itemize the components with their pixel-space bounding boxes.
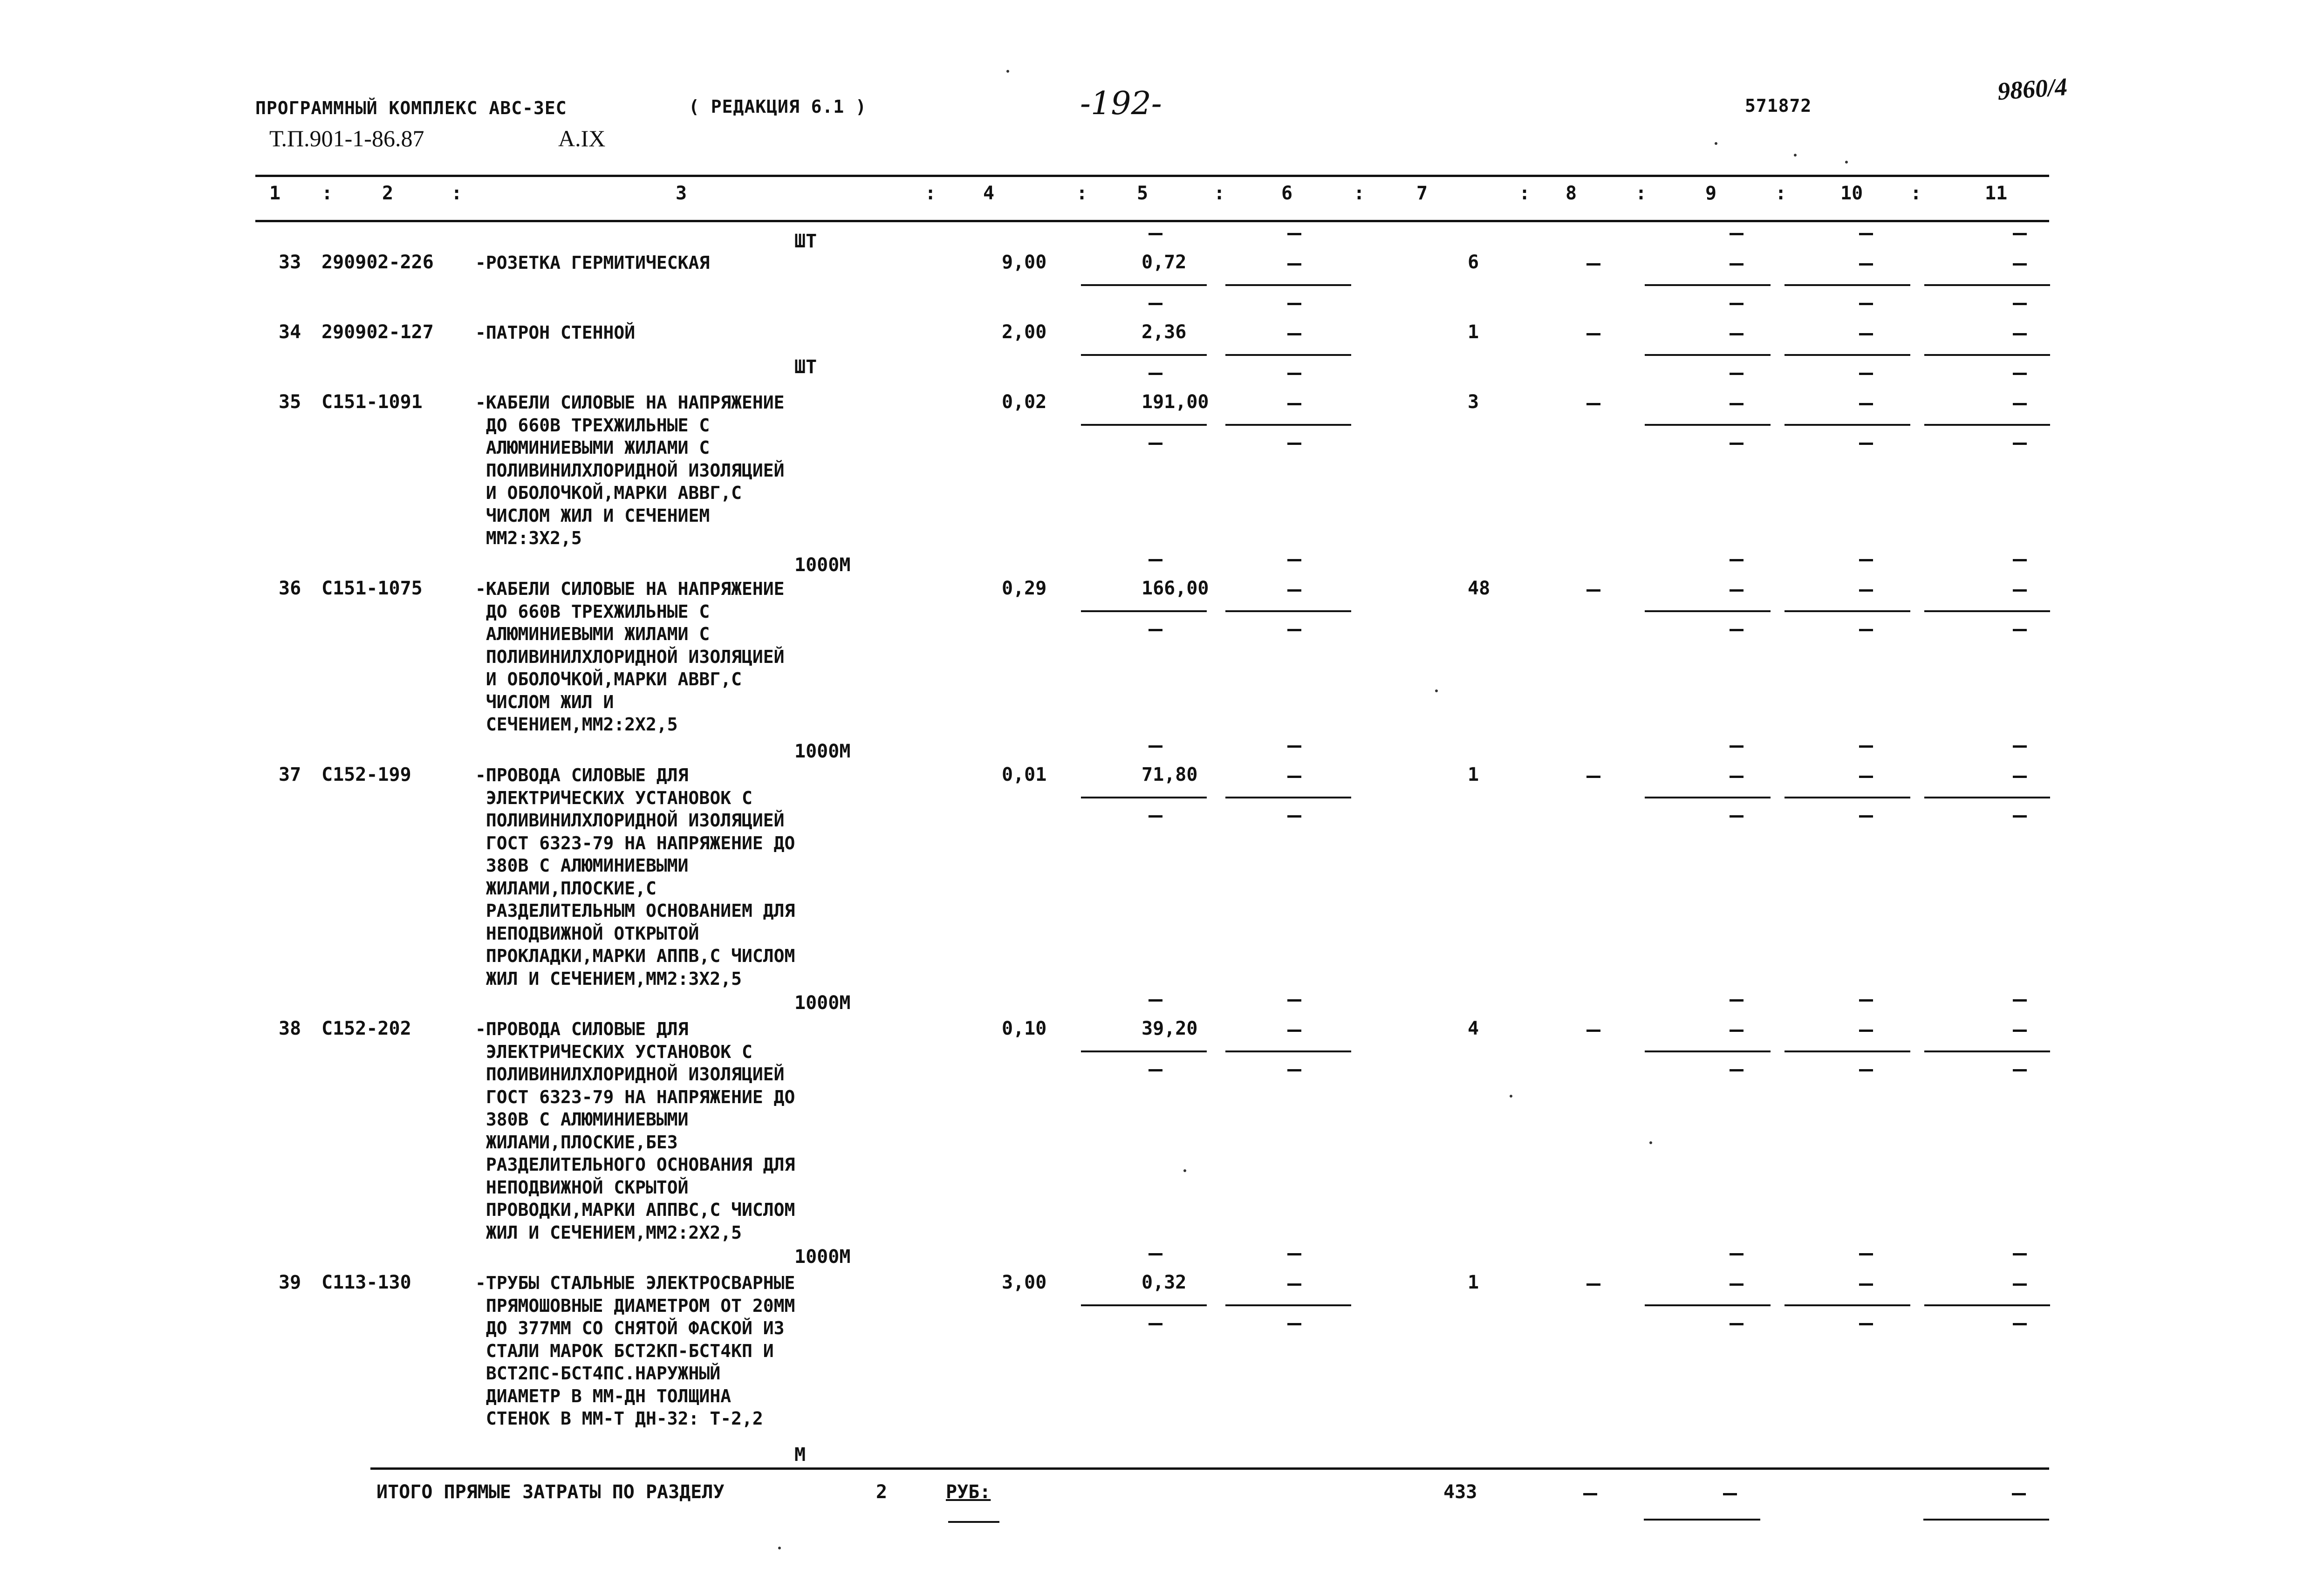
- row-subdash-11: [2013, 1069, 2027, 1071]
- row-underline-10: [1785, 797, 1910, 798]
- row-topdash-10: [1859, 303, 1873, 305]
- row-subdash-6: [1287, 629, 1301, 631]
- total-section: 2: [876, 1481, 888, 1503]
- row-col4: 9,00: [1002, 252, 1047, 273]
- row-underline-10: [1785, 610, 1910, 612]
- row-underline-10: [1785, 354, 1910, 356]
- row-dash-6: [1287, 403, 1301, 405]
- row-col5: 191,00: [1142, 391, 1209, 413]
- scan-speck: [1006, 70, 1009, 73]
- row-col4: 0,01: [1002, 764, 1047, 785]
- row-subdash-5: [1149, 443, 1162, 445]
- row-subdash-10: [1859, 443, 1873, 445]
- row-col4: 2,00: [1002, 321, 1047, 343]
- row-col4: 3,00: [1002, 1272, 1047, 1293]
- row-underline-9: [1645, 797, 1771, 798]
- column-separator: :: [1214, 183, 1225, 204]
- row-subdash-9: [1730, 629, 1744, 631]
- column-separator: :: [1076, 183, 1088, 204]
- row-dash-8: [1586, 403, 1600, 405]
- row-dash-11: [2013, 263, 2027, 266]
- row-subdash-6: [1287, 1323, 1301, 1325]
- row-col4: 0,10: [1002, 1018, 1047, 1039]
- scan-speck: [1435, 689, 1438, 692]
- row-dash-9: [1730, 589, 1744, 592]
- total-dash-8: [1583, 1493, 1597, 1495]
- scan-speck: [1649, 1141, 1652, 1144]
- row-subdash-10: [1859, 1323, 1873, 1325]
- row-topdash-9: [1730, 303, 1744, 305]
- row-subdash-5: [1149, 1323, 1162, 1325]
- row-code: С113-130: [321, 1272, 411, 1293]
- row-col7: 1: [1468, 321, 1479, 343]
- row-underline-5: [1081, 1304, 1207, 1306]
- row-topdash-10: [1859, 559, 1873, 561]
- row-number: 35: [279, 391, 301, 413]
- row-dash-6: [1287, 333, 1301, 335]
- row-underline-5: [1081, 284, 1207, 286]
- row-dash-10: [1859, 776, 1873, 778]
- row-underline-9: [1645, 284, 1771, 286]
- row-topdash-6: [1287, 373, 1301, 375]
- row-underline-9: [1645, 1050, 1771, 1052]
- row-underline-5: [1081, 1050, 1207, 1052]
- row-underline-10: [1785, 1304, 1910, 1306]
- row-description: -КАБЕЛИ СИЛОВЫЕ НА НАПРЯЖЕНИЕ ДО 660В ТРЕХЖИЛЬНЫЕ С АЛЮМИНИЕВЫМИ ЖИЛАМИ С ПОЛИВИНИЛХЛОРИДНОЙ ИЗОЛЯЦИЕЙ И ОБОЛОЧКОЙ,МАРКИ АВВГ,С ЧИСЛОМ ЖИЛ И СЕЧЕНИЕМ ММ2:3Х2,5: [475, 392, 785, 548]
- column-separator: :: [1635, 183, 1647, 204]
- row-dash-8: [1586, 263, 1600, 266]
- scan-speck: [1845, 161, 1848, 164]
- row-description: -ТРУБЫ СТАЛЬНЫЕ ЭЛЕКТРОСВАРНЫЕ ПРЯМОШОВНЫЕ ДИАМЕТРОМ ОТ 20ММ ДО 377ММ СО СНЯТОЙ ФАСКОЙ ИЗ СТАЛИ МАРОК БСТ2КП-БСТ4КП И ВСТ2ПС-БСТ4ПС.НАРУЖНЫЙ ДИАМЕТР В ММ-ДН ТОЛЩИНА СТЕНОК В ММ-Т ДН-32: Т-2,2: [475, 1273, 795, 1429]
- total-underline-9: [1644, 1519, 1760, 1521]
- row-underline-11: [1924, 610, 2050, 612]
- row-dash-10: [1859, 1030, 1873, 1032]
- row-description: -ПАТРОН СТЕННОЙ: [475, 322, 636, 343]
- row-topdash-11: [2013, 303, 2027, 305]
- column-header-9: 9: [1705, 183, 1717, 204]
- row-topdash-9: [1730, 233, 1744, 235]
- row-dash-10: [1859, 403, 1873, 405]
- row-topdash-5: [1149, 745, 1162, 748]
- row-description: -РОЗЕТКА ГЕРМИТИЧЕСКАЯ: [475, 252, 710, 273]
- row-dash-11: [2013, 1283, 2027, 1286]
- row-subdash-9: [1730, 815, 1744, 818]
- row-topdash-6: [1287, 1253, 1301, 1255]
- column-separator: :: [925, 183, 937, 204]
- row-topdash-11: [2013, 373, 2027, 375]
- row-underline-5: [1081, 424, 1207, 426]
- row-underline-11: [1924, 1304, 2050, 1306]
- row-dash-11: [2013, 589, 2027, 592]
- row-subdash-11: [2013, 629, 2027, 631]
- row-subdash-9: [1730, 443, 1744, 445]
- column-header-4: 4: [983, 183, 995, 204]
- currency-underline: [948, 1521, 999, 1523]
- row-underline-5: [1081, 354, 1207, 356]
- row-underline-10: [1785, 424, 1910, 426]
- row-topdash-9: [1730, 559, 1744, 561]
- scan-speck: [1715, 142, 1717, 145]
- row-dash-11: [2013, 776, 2027, 778]
- row-topdash-9: [1730, 1253, 1744, 1255]
- row-col5: 2,36: [1142, 321, 1187, 343]
- row-topdash-6: [1287, 559, 1301, 561]
- row-code: С152-202: [321, 1018, 411, 1039]
- row-topdash-11: [2013, 559, 2027, 561]
- row-dash-8: [1586, 333, 1600, 335]
- row-underline-6: [1225, 354, 1351, 356]
- row-underline-10: [1785, 1050, 1910, 1052]
- row-dash-9: [1730, 1283, 1744, 1286]
- row-col5: 39,20: [1142, 1018, 1198, 1039]
- row-topdash-9: [1730, 745, 1744, 748]
- row-topdash-6: [1287, 745, 1301, 748]
- column-separator: :: [321, 183, 333, 204]
- row-underline-9: [1645, 610, 1771, 612]
- column-header-8: 8: [1566, 183, 1577, 204]
- row-dash-10: [1859, 333, 1873, 335]
- album-code: А.IX: [558, 125, 606, 151]
- row-col5: 0,32: [1142, 1272, 1187, 1293]
- row-number: 36: [279, 578, 301, 599]
- row-underline-11: [1924, 354, 2050, 356]
- row-topdash-10: [1859, 1253, 1873, 1255]
- row-underline-6: [1225, 284, 1351, 286]
- row-code: С151-1075: [321, 578, 423, 599]
- total-value: 433: [1443, 1481, 1477, 1503]
- row-col5: 166,00: [1142, 578, 1209, 599]
- header-bottom-rule: [255, 220, 2049, 222]
- row-unit: ШТ: [794, 356, 817, 378]
- edition: ( РЕДАКЦИЯ 6.1 ): [689, 96, 867, 117]
- column-header-1: 1: [269, 183, 281, 204]
- row-dash-10: [1859, 263, 1873, 266]
- row-topdash-10: [1859, 999, 1873, 1002]
- row-topdash-11: [2013, 745, 2027, 748]
- row-dash-9: [1730, 333, 1744, 335]
- row-dash-9: [1730, 403, 1744, 405]
- row-description: -ПРОВОДА СИЛОВЫЕ ДЛЯ ЭЛЕКТРИЧЕСКИХ УСТАНОВОК С ПОЛИВИНИЛХЛОРИДНОЙ ИЗОЛЯЦИЕЙ ГОСТ 6323-79 НА НАПРЯЖЕНИЕ ДО 380В С АЛЮМИНИЕВЫМИ ЖИЛАМИ,ПЛОСКИЕ,БЕЗ РАЗДЕЛИТЕЛЬНОГО ОСНОВАНИЯ ДЛЯ НЕПОДВИЖНОЙ СКРЫТОЙ ПРОВОДКИ,МАРКИ АППВС,С ЧИСЛОМ ЖИЛ И СЕЧЕНИЕМ,ММ2:2Х2,5: [475, 1019, 795, 1243]
- row-col7: 6: [1468, 252, 1479, 273]
- row-unit: ШТ: [794, 231, 817, 252]
- row-dash-8: [1586, 1283, 1600, 1286]
- program-name: ПРОГРАММНЫЙ КОМПЛЕКС АВС-ЗЕС: [255, 98, 567, 118]
- row-subdash-11: [2013, 815, 2027, 818]
- row-topdash-10: [1859, 233, 1873, 235]
- total-dash-9: [1723, 1493, 1737, 1495]
- row-code: 290902-226: [321, 252, 434, 273]
- column-separator: :: [451, 183, 463, 204]
- row-dash-10: [1859, 589, 1873, 592]
- total-currency: РУБ:: [946, 1481, 991, 1503]
- total-rule: [370, 1467, 2049, 1470]
- row-topdash-6: [1287, 303, 1301, 305]
- column-separator: :: [1354, 183, 1365, 204]
- row-number: 34: [279, 321, 301, 343]
- row-dash-9: [1730, 1030, 1744, 1032]
- row-code: С151-1091: [321, 391, 423, 413]
- row-subdash-9: [1730, 1069, 1744, 1071]
- column-header-5: 5: [1137, 183, 1149, 204]
- row-underline-5: [1081, 797, 1207, 798]
- row-topdash-11: [2013, 1253, 2027, 1255]
- row-col7: 48: [1468, 578, 1491, 599]
- row-col4: 0,02: [1002, 391, 1047, 413]
- row-dash-8: [1586, 589, 1600, 592]
- row-dash-6: [1287, 776, 1301, 778]
- row-col5: 71,80: [1142, 764, 1198, 785]
- row-topdash-5: [1149, 559, 1162, 561]
- row-dash-6: [1287, 589, 1301, 592]
- row-subdash-10: [1859, 1069, 1873, 1071]
- row-col7: 4: [1468, 1018, 1479, 1039]
- row-subdash-9: [1730, 1323, 1744, 1325]
- scan-speck: [1794, 154, 1797, 157]
- row-topdash-9: [1730, 999, 1744, 1002]
- row-subdash-10: [1859, 815, 1873, 818]
- column-header-2: 2: [382, 183, 394, 204]
- row-dash-8: [1586, 1030, 1600, 1032]
- row-subdash-6: [1287, 1069, 1301, 1071]
- row-dash-11: [2013, 1030, 2027, 1032]
- row-topdash-5: [1149, 1253, 1162, 1255]
- row-subdash-5: [1149, 629, 1162, 631]
- row-col4: 0,29: [1002, 578, 1047, 599]
- row-subdash-11: [2013, 1323, 2027, 1325]
- project-code: Т.П.901-1-86.87: [269, 125, 424, 151]
- column-header-7: 7: [1416, 183, 1428, 204]
- row-topdash-5: [1149, 233, 1162, 235]
- row-col7: 1: [1468, 764, 1479, 785]
- column-header-6: 6: [1281, 183, 1293, 204]
- page-number: -192-: [1080, 85, 1162, 122]
- row-underline-11: [1924, 424, 2050, 426]
- column-header-11: 11: [1985, 183, 2008, 204]
- column-header-10: 10: [1840, 183, 1863, 204]
- total-label: ИТОГО ПРЯМЫЕ ЗАТРАТЫ ПО РАЗДЕЛУ: [376, 1481, 725, 1503]
- row-description: -ПРОВОДА СИЛОВЫЕ ДЛЯ ЭЛЕКТРИЧЕСКИХ УСТАНОВОК С ПОЛИВИНИЛХЛОРИДНОЙ ИЗОЛЯЦИЕЙ ГОСТ 6323-79 НА НАПРЯЖЕНИЕ ДО 380В С АЛЮМИНИЕВЫМИ ЖИЛАМИ,ПЛОСКИЕ,С РАЗДЕЛИТЕЛЬНЫМ ОСНОВАНИЕМ ДЛЯ НЕПОДВИЖНОЙ ОТКРЫТОЙ ПРОКЛАДКИ,МАРКИ АППВ,С ЧИСЛОМ ЖИЛ И СЕЧЕНИЕМ,ММ2:3Х2,5: [475, 765, 795, 989]
- row-unit: 1000М: [794, 741, 851, 762]
- row-underline-6: [1225, 1304, 1351, 1306]
- document-code: 571872: [1745, 95, 1812, 116]
- row-topdash-10: [1859, 745, 1873, 748]
- scan-speck: [778, 1547, 781, 1549]
- top-rule: [255, 175, 2049, 177]
- archive-stamp: 9860/4: [1996, 72, 2068, 106]
- row-dash-6: [1287, 263, 1301, 266]
- row-topdash-6: [1287, 233, 1301, 235]
- row-description: -КАБЕЛИ СИЛОВЫЕ НА НАПРЯЖЕНИЕ ДО 660В ТРЕХЖИЛЬНЫЕ С АЛЮМИНИЕВЫМИ ЖИЛАМИ С ПОЛИВИНИЛХЛОРИДНОЙ ИЗОЛЯЦИЕЙ И ОБОЛОЧКОЙ,МАРКИ АВВГ,С ЧИСЛОМ ЖИЛ И СЕЧЕНИЕМ,ММ2:2Х2,5: [475, 579, 785, 735]
- row-number: 38: [279, 1018, 301, 1039]
- row-unit: 1000М: [794, 554, 851, 576]
- row-topdash-11: [2013, 999, 2027, 1002]
- row-subdash-11: [2013, 443, 2027, 445]
- row-unit: 1000М: [794, 992, 851, 1014]
- row-underline-10: [1785, 284, 1910, 286]
- column-separator: :: [1910, 183, 1922, 204]
- row-underline-11: [1924, 284, 2050, 286]
- row-underline-9: [1645, 424, 1771, 426]
- row-dash-6: [1287, 1283, 1301, 1286]
- row-underline-6: [1225, 797, 1351, 798]
- row-unit: 1000М: [794, 1246, 851, 1268]
- row-dash-9: [1730, 776, 1744, 778]
- row-underline-5: [1081, 610, 1207, 612]
- row-topdash-5: [1149, 999, 1162, 1002]
- row-col7: 1: [1468, 1272, 1479, 1293]
- column-separator: :: [1775, 183, 1787, 204]
- row-dash-6: [1287, 1030, 1301, 1032]
- column-separator: :: [1519, 183, 1531, 204]
- row-dash-11: [2013, 333, 2027, 335]
- row-subdash-6: [1287, 815, 1301, 818]
- row-underline-11: [1924, 1050, 2050, 1052]
- row-topdash-6: [1287, 999, 1301, 1002]
- row-topdash-9: [1730, 373, 1744, 375]
- row-underline-9: [1645, 1304, 1771, 1306]
- scan-speck: [1183, 1169, 1186, 1172]
- row-topdash-5: [1149, 373, 1162, 375]
- row-number: 33: [279, 252, 301, 273]
- row-topdash-11: [2013, 233, 2027, 235]
- row-subdash-10: [1859, 629, 1873, 631]
- row-code: С152-199: [321, 764, 411, 785]
- row-underline-11: [1924, 797, 2050, 798]
- scan-speck: [1510, 1095, 1512, 1098]
- row-dash-9: [1730, 263, 1744, 266]
- row-number: 39: [279, 1272, 301, 1293]
- row-underline-6: [1225, 424, 1351, 426]
- row-topdash-5: [1149, 303, 1162, 305]
- row-dash-11: [2013, 403, 2027, 405]
- row-unit: М: [794, 1444, 806, 1466]
- row-subdash-6: [1287, 443, 1301, 445]
- total-dash-11: [2012, 1493, 2026, 1495]
- row-dash-10: [1859, 1283, 1873, 1286]
- row-col5: 0,72: [1142, 252, 1187, 273]
- row-underline-6: [1225, 1050, 1351, 1052]
- row-underline-6: [1225, 610, 1351, 612]
- row-code: 290902-127: [321, 321, 434, 343]
- row-col7: 3: [1468, 391, 1479, 413]
- row-subdash-5: [1149, 815, 1162, 818]
- row-underline-9: [1645, 354, 1771, 356]
- column-header-3: 3: [676, 183, 687, 204]
- row-subdash-5: [1149, 1069, 1162, 1071]
- total-underline-11: [1923, 1519, 2049, 1521]
- row-topdash-10: [1859, 373, 1873, 375]
- row-dash-8: [1586, 776, 1600, 778]
- row-number: 37: [279, 764, 301, 785]
